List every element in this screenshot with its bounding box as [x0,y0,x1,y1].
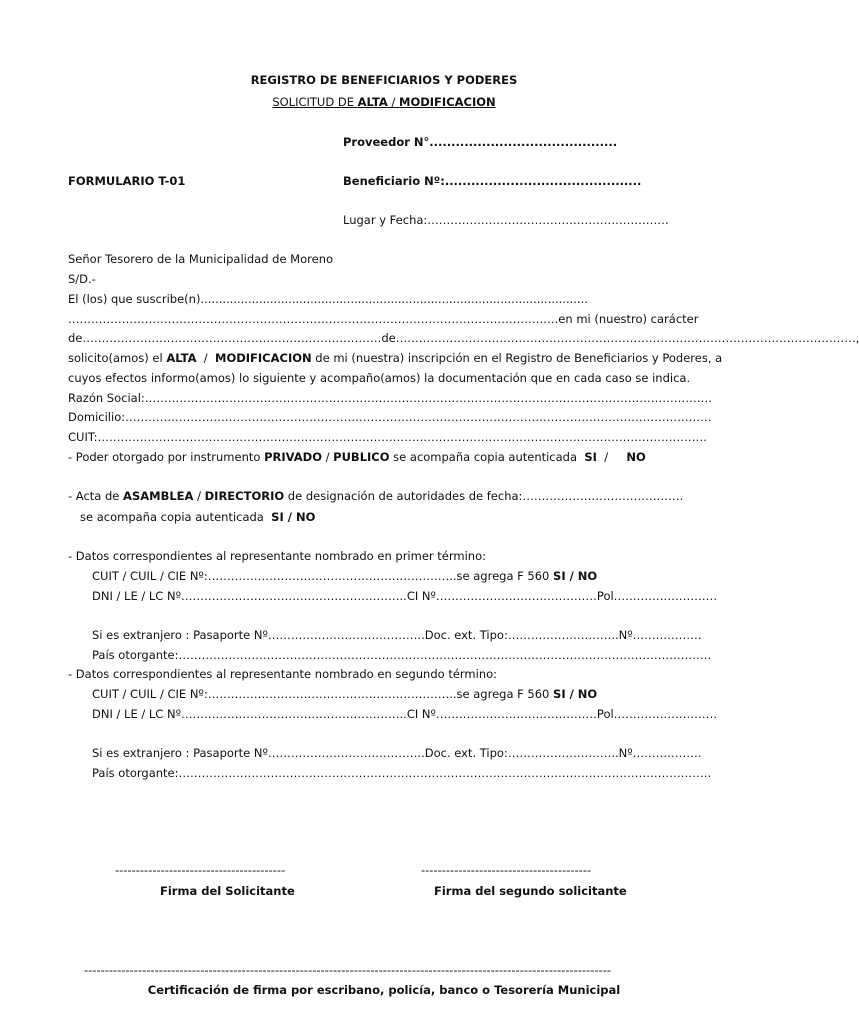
form-subtitle [0,95,768,109]
signature-label-1: Firma del Solicitante [160,884,295,898]
subtitle-prefix: SOLICITUD DE [272,95,358,109]
signature-line-1: ----------------------------------------- [115,863,286,877]
rep2-si-no[interactable]: SI / NO [553,687,598,701]
certification-label: Certificación de firma por escribano, policía, banco o Tesorería Municipal [147,983,621,997]
rep2-dni-field[interactable]: DNI / LE / LC Nº…………………………………………………..CI Nº……………………………………Pol……………………… [92,707,718,721]
rep1-si-no[interactable]: SI / NO [553,569,598,583]
solicito-text: solicito(amos) el [68,351,167,365]
razon-social-field[interactable]: Razón Social:…………………………………………………………………………………………………………………………………. [68,391,712,405]
acta-text: - Acta de [68,489,124,503]
de-field[interactable] [68,331,859,345]
de-field-a: de…………………………………………………………………… [68,331,382,345]
rep2-pais-field[interactable]: País otorgante:…………………………………………………………………………………………………………………………. [92,766,712,780]
rep1-cuit-field[interactable] [92,569,597,583]
form-title: REGISTRO DE BENEFICIARIOS Y PODERES [250,73,518,87]
rep2-extranjero-field[interactable]: Si es extranjero : Pasaporte Nº…………………………………..Doc. ext. Tipo:………………………..Nº……………… [92,746,702,760]
certification-line: ------------------------------------------------------------------------------------------------------------------------------- [84,963,612,977]
rep1-extranjero-field[interactable]: Si es extranjero : Pasaporte Nº…………………………………..Doc. ext. Tipo:………………………..Nº……………… [92,628,702,642]
rep1-pais-field[interactable]: País otorgante:…………………………………………………………………………………………………………………………. [92,648,712,662]
acta-asamblea: ASAMBLEA [123,489,194,503]
proveedor-field[interactable]: Proveedor N°........................................... [343,135,618,149]
rep1-dni-field[interactable]: DNI / LE / LC Nº…………………………………………………..CI Nº……………………………………Pol……………………… [92,589,718,603]
rep1-title: - Datos correspondientes al representante nombrado en primer término: [68,549,486,563]
rep2-cuit-field[interactable] [92,687,597,701]
de-field-b: de…………………………………………………………………………………………………………, [381,331,859,345]
solicito-line [68,351,723,365]
acompana-si-no[interactable]: SI / NO [271,510,316,524]
acompana-line [80,510,315,524]
acta-sep: / [193,489,205,503]
solicito-rest: de mi (nuestra) inscripción en el Registro de Beneficiarios y Poderes, a [311,351,723,365]
poder-copia: se acompaña copia autenticada [389,450,585,464]
poder-publico: PUBLICO [333,450,390,464]
acta-line [68,489,683,503]
acta-directorio: DIRECTORIO [204,489,285,503]
poder-sep2: / [596,450,627,464]
poder-no[interactable]: NO [626,450,646,464]
formulario-label: FORMULARIO T-01 [68,174,186,188]
cuyos-line: cuyos efectos informo(amos) lo siguiente y acompaño(amos) la documentación que en cada caso se indica. [68,371,691,385]
poder-text: - Poder otorgado por instrumento [68,450,265,464]
rep1-cuit-text: CUIT / CUIL / CIE Nº:………………………………………………………..se agrega F 560 [92,569,554,583]
cuit-field[interactable]: CUIT:…………………………………………………………………………………………………………………………………………… [68,430,707,444]
subtitle-modificacion: MODIFICACION [399,95,496,109]
acta-fecha-field[interactable]: de designación de autoridades de fecha:…………………………………… [284,489,684,503]
acompana-text: se acompaña copia autenticada [80,510,272,524]
subtitle-separator: / [387,95,400,109]
beneficiario-field[interactable]: Beneficiario Nº:............................................. [343,174,642,188]
signature-line-2: ----------------------------------------- [421,863,592,877]
solicito-modificacion: MODIFICACION [215,351,312,365]
addressee: Señor Tesorero de la Municipalidad de Moreno [68,252,334,266]
signature-label-2: Firma del segundo solicitante [434,884,627,898]
subtitle-alta: ALTA [357,95,388,109]
poder-line [68,450,646,464]
domicilio-field[interactable]: Domicilio:……………………………………………………………………………………………………………………………………… [68,410,712,424]
poder-sep: / [321,450,334,464]
suscribe-field[interactable]: El (los) que suscribe(n).......................................................................................................... [68,292,588,306]
solicito-sep: / [196,351,215,365]
lugar-fecha-field[interactable]: Lugar y Fecha:……………………………………………………… [343,213,669,227]
caracter-field[interactable]: …………………………………………………………………………………………………………….….en mi (nuestro) carácter [68,312,699,326]
rep2-cuit-text: CUIT / CUIL / CIE Nº:………………………………………………………..se agrega F 560 [92,687,554,701]
rep2-title: - Datos correspondientes al representante nombrado en segundo término: [68,667,498,681]
poder-si[interactable]: SI [584,450,597,464]
sd-line: S/D.- [68,272,96,286]
poder-privado: PRIVADO [264,450,322,464]
solicito-alta: ALTA [166,351,197,365]
